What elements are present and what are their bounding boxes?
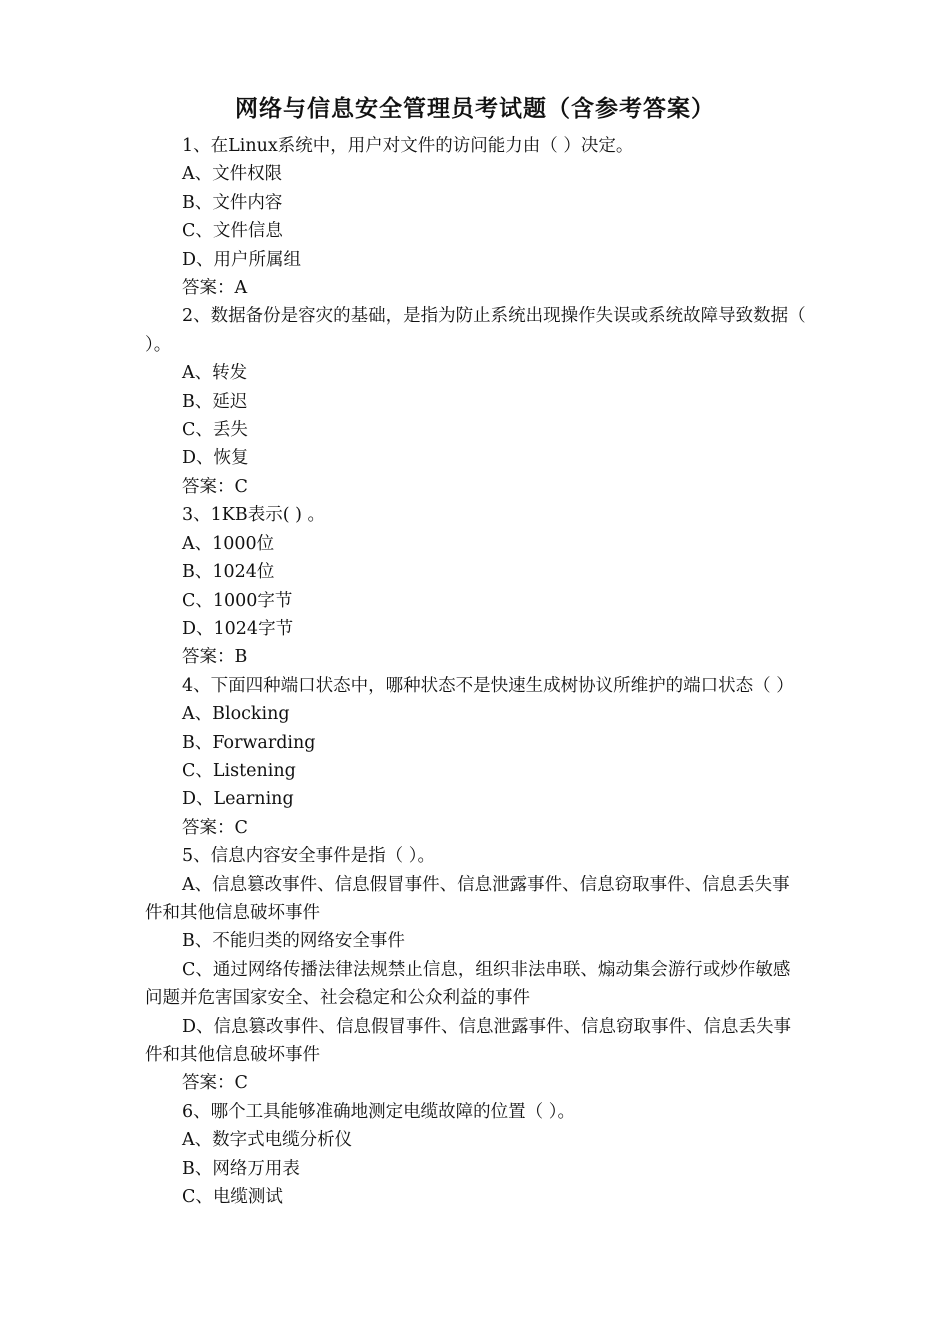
question-1	[145, 132, 807, 302]
option-c: C、通过网络传播法律法规禁止信息，组织非法串联、煽动集会游行或炒作敏感问题并危害国家安全、社会稳定和公众利益的事件	[145, 959, 791, 1009]
option-b: B、1024位	[182, 562, 275, 583]
option-a: A、1000位	[182, 533, 275, 554]
option-b: B、文件内容	[182, 192, 283, 213]
question-4	[145, 672, 807, 842]
option-d: D、1024字节	[182, 618, 294, 639]
question-stem: 3、1KB表示( ) 。	[182, 505, 325, 526]
option-c: C、丢失	[182, 420, 248, 441]
option-a: A、文件权限	[182, 164, 283, 185]
answer: 答案：C	[182, 1073, 248, 1094]
option-d: D、恢复	[182, 448, 249, 469]
question-5	[145, 842, 807, 1098]
answer: 答案：A	[182, 278, 248, 299]
question-stem: 6、哪个工具能够准确地测定电缆故障的位置（ ）。	[182, 1101, 575, 1122]
question-3	[145, 501, 807, 671]
option-b: B、网络万用表	[182, 1158, 300, 1179]
question-stem: 5、信息内容安全事件是指（ ）。	[182, 846, 435, 867]
option-c: C、1000字节	[182, 590, 293, 611]
answer: 答案：C	[182, 476, 248, 497]
option-c: C、Listening	[182, 760, 296, 781]
question-2	[145, 302, 807, 501]
document-title: 网络与信息安全管理员考试题（含参考答案）	[235, 95, 715, 122]
question-stem: 2、数据备份是容灾的基础，是指为防止系统出现操作失误或系统故障导致数据（ ）。	[145, 306, 806, 355]
option-a: A、Blocking	[182, 704, 290, 725]
option-d: D、信息篡改事件、信息假冒事件、信息泄露事件、信息窃取事件、信息丢失事件和其他信息破坏事件	[145, 1016, 792, 1065]
question-stem: 1、在Linux系统中，用户对文件的访问能力由（ ）决定。	[182, 136, 634, 156]
document-body	[145, 132, 807, 1211]
option-a: A、转发	[182, 363, 248, 384]
answer: 答案：C	[182, 817, 248, 838]
option-b: B、Forwarding	[182, 732, 316, 753]
question-stem: 4、下面四种端口状态中，哪种状态不是快速生成树协议所维护的端口状态（ ）	[182, 675, 794, 696]
option-d: D、用户所属组	[182, 249, 302, 270]
option-a: A、数字式电缆分析仪	[182, 1130, 353, 1151]
answer: 答案：B	[182, 647, 248, 668]
option-b: B、延迟	[182, 391, 248, 412]
option-c: C、文件信息	[182, 221, 283, 242]
option-d: D、Learning	[182, 789, 294, 810]
question-6	[145, 1098, 807, 1212]
option-c: C、电缆测试	[182, 1187, 283, 1208]
option-b: B、不能归类的网络安全事件	[182, 931, 405, 952]
option-a: A、信息篡改事件、信息假冒事件、信息泄露事件、信息窃取事件、信息丢失事件和其他信息破坏事件	[145, 874, 790, 923]
